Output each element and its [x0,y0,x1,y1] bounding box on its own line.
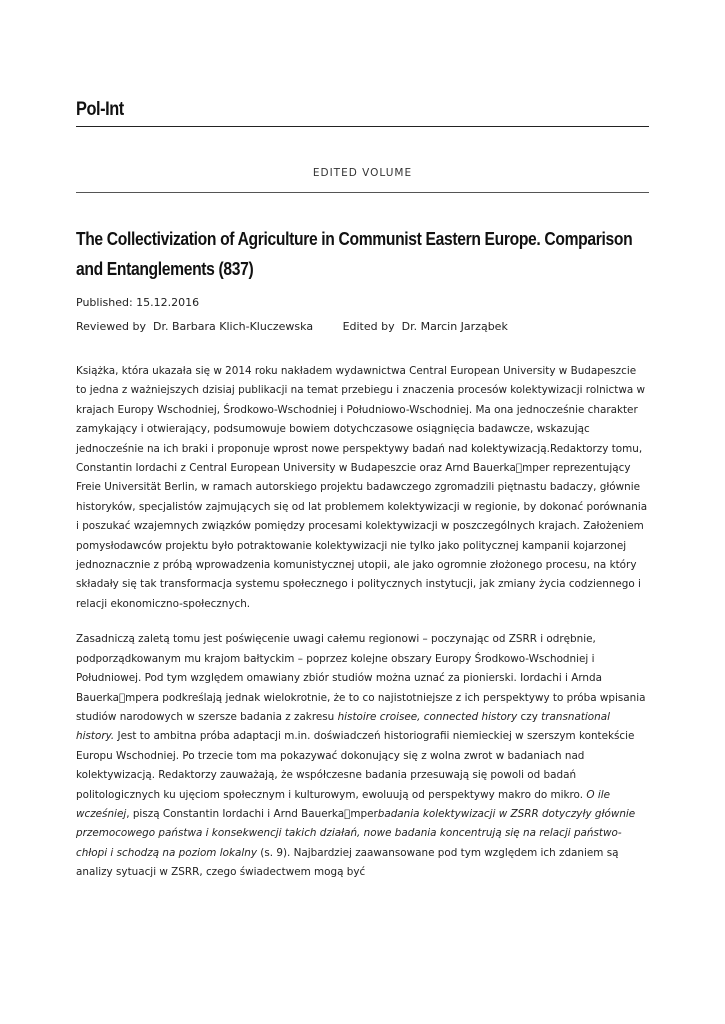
paragraph-2-italic-3: O ile wcześniej [76,788,610,820]
edited-by-label: Edited by [342,320,395,333]
paragraph-2-text-a: Zasadniczą zaletą tomu jest poświęcenie uwagi całemu regionowi – poczynając od ZSRR i odrębnie, podporządkowanym mu krajom bałtyckim – poprzez kolejne obszary Europy Środkowo-Wschodniej i Południowej. Pod tym względem omawiany zbiór studiów można uznać za pionierski. Iordachi i Arnda Bauerka mpera podkreślają jednak wielokrotnie, że to co najistotniejsze z ich perspektywy to próba wpisania studiów narodowych w szersze badania z zakresu [76,633,646,723]
published-date: Published: 15.12.2016 [76,296,200,309]
site-title[interactable]: Pol-Int [76,99,124,120]
paragraph-2-text-c: Jest to ambitna próba adaptacji m.in. doświadczeń historiografii niemieckiej w szerszym kontekście Europu Wschodniej. Po trzecie tom ma pokazywać dokonujący się z wolna zwrot w badaniach nad kolektywizacją. Redaktorzy zauważają, że współczesne badania przesuwają się powoli od badań politologicznych ku ujęciom społecznym i kulturowym, ewoluują od perspektywy makro do mikro. [76,730,635,801]
paragraph-1: Książka, która ukazała się w 2014 roku nakładem wydawnictwa Central European University w Budapeszcie to jedna z ważniejszych dzisiaj publikacji na temat przebiegu i znaczenia procesów kolektywizacji rolnictwa w krajach Europy Wschodniej, Środkowo-Wschodniej i Południowo-Wschodniej. Ma ona jednocześnie charakter zamykający i otwierający, podsumowuje bowiem dotychczasowe osiągnięcia badawcze, wskazując jednocześnie na ich braki i proponuje wprost nowe perspektywy badań nad kolektywizacją.Redaktorzy tomu, Constantin Iordachi z Central European University w Budapeszcie oraz Arnd Bauerka mper reprezentujący Freie Universität Berlin, w ramach autorskiego projektu badawczego zgromadzili piętnastu badaczy, głównie historyków, specjalistów zajmujących się od lat problemem kolektywizacji w regionie, by dokonać porównania i poszukać wzajemnych związków pomiędzy procesami kolektywizacji w poszczególnych krajach. Założeniem pomysłodawców projektu było potraktowanie kolektywizacji nie tylko jako politycznej kampanii kojarzonej jednoznacznie z próbą wprowadzenia komunistycznej utopii, ale jako ogromnie złożonego procesu, na który składały się tak transformacja systemu społecznego i politycznych instytucji, jak zmiany życia codziennego i relacji ekonomiczno-społecznych. [76,365,648,610]
paragraph-2-text-d: , piszą Constantin Iordachi i Arnd Bauerka mper [126,807,378,820]
article-credits [76,320,508,333]
header-divider [76,126,649,127]
editor-name[interactable]: Dr. Marcin Jarząbek [401,320,508,333]
article-body [76,362,649,899]
paragraph-2-italic-2: transnational history. [76,710,610,743]
reviewer-name[interactable]: Dr. Barbara Klich-Kluczewska [153,320,314,333]
paragraph-2-text-b: czy [517,710,542,723]
paragraph-2-text-e: (s. 9). Najbardziej zaawansowane pod tym względem ich zdaniem są analizy sytuacji w ZSRR, czego świadectwem mogą być [76,846,619,879]
paragraph-2-italic-4: badania kolektywizacji w ZSRR dotyczyły głównie przemocowego państwa i konsekwencji takich działań, nowe badania koncentrują się na relacji państwo-chłopi i schodzą na poziom lokalny [76,807,636,859]
content-type-label: EDITED VOLUME [312,167,413,179]
article-title: The Collectivization of Agriculture in Communist Eastern Europe. Comparison and Entanglements (837) [76,229,633,279]
paragraph-2 [76,630,649,882]
section-divider [76,192,649,193]
reviewed-by-label: Reviewed by [76,320,146,333]
paragraph-2-italic-1: histoire croisee, connected history [337,710,518,723]
